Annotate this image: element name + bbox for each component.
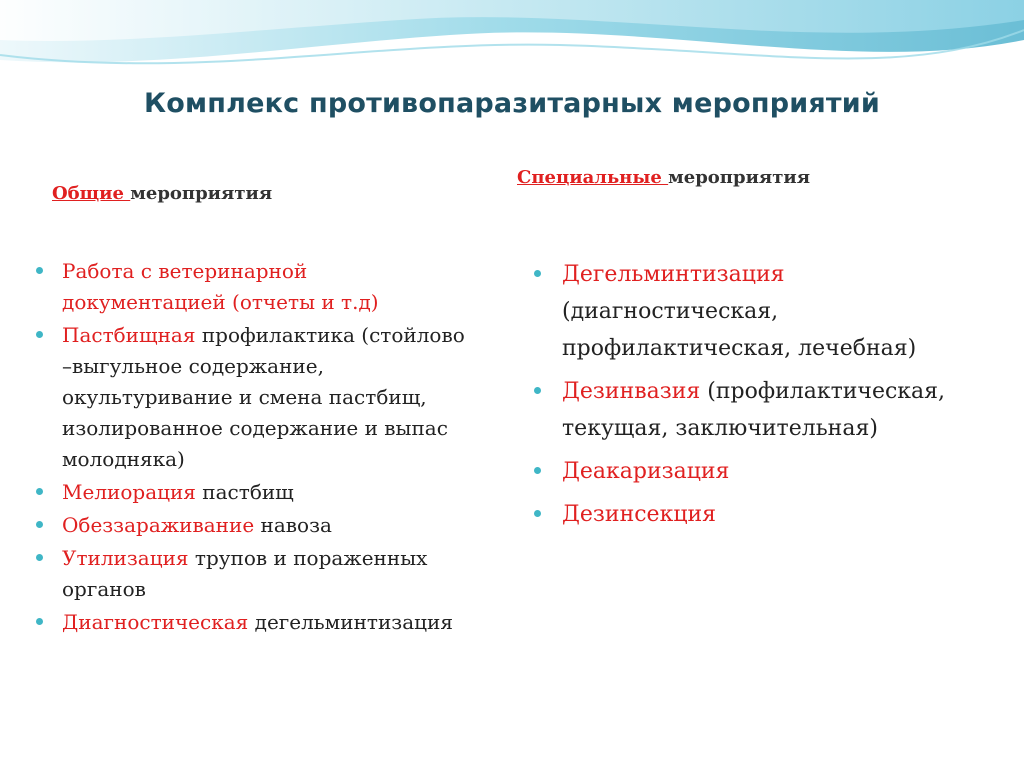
item-keyword: Пастбищная bbox=[62, 323, 196, 347]
item-text: трупов и пораженных органов bbox=[62, 546, 428, 601]
item-text: (профилактическая, текущая, заключительная) bbox=[562, 379, 946, 441]
heading-dark-part: мероприятия bbox=[668, 167, 811, 188]
heading-red-part: Специальные bbox=[517, 167, 669, 188]
list-item bbox=[36, 477, 476, 508]
item-text: навоза bbox=[254, 513, 332, 537]
item-keyword: Утилизация bbox=[62, 546, 189, 570]
heading-dark-part: мероприятия bbox=[130, 183, 273, 204]
bullet-icon bbox=[534, 270, 541, 277]
list-item bbox=[534, 256, 984, 367]
list-item bbox=[534, 373, 984, 447]
special-measures-list bbox=[534, 256, 984, 539]
item-keyword: Мелиорация bbox=[62, 480, 196, 504]
page-title: Комплекс противопаразитарных мероприятий bbox=[144, 88, 880, 119]
item-keyword: Деакаризация bbox=[562, 459, 730, 484]
bullet-icon bbox=[36, 488, 43, 495]
item-keyword: Диагностическая bbox=[62, 610, 249, 634]
list-item bbox=[534, 496, 984, 533]
bullet-icon bbox=[36, 331, 43, 338]
bullet-icon bbox=[534, 510, 541, 517]
item-keyword: Работа с ветеринарной документацией (отчеты и т.д) bbox=[62, 259, 379, 314]
list-item bbox=[36, 320, 476, 475]
special-measures-heading bbox=[517, 167, 810, 188]
list-item bbox=[36, 510, 476, 541]
bullet-icon bbox=[36, 267, 43, 274]
general-measures-list bbox=[36, 256, 476, 640]
list-item bbox=[36, 256, 476, 318]
heading-red-part: Общие bbox=[52, 183, 131, 204]
general-measures-heading bbox=[52, 183, 272, 204]
item-text: пастбищ bbox=[195, 480, 294, 504]
item-keyword: Дезинвазия bbox=[562, 379, 701, 404]
bullet-icon bbox=[534, 387, 541, 394]
item-keyword: Дегельминтизация bbox=[562, 262, 785, 287]
item-keyword: Дезинсекция bbox=[562, 502, 717, 527]
list-item bbox=[36, 543, 476, 605]
item-keyword: Обеззараживание bbox=[62, 513, 255, 537]
list-item bbox=[534, 453, 984, 490]
bullet-icon bbox=[534, 467, 541, 474]
item-text: дегельминтизация bbox=[248, 610, 453, 634]
item-text: профилактика (стойлово –выгульное содержание, окультуривание и смена пастбищ, изолированное содержание и выпас молодняка) bbox=[62, 323, 465, 471]
bullet-icon bbox=[36, 521, 43, 528]
bullet-icon bbox=[36, 554, 43, 561]
bullet-icon bbox=[36, 618, 43, 625]
item-text: (диагностическая, профилактическая, лечебная) bbox=[562, 299, 917, 361]
list-item bbox=[36, 607, 476, 638]
